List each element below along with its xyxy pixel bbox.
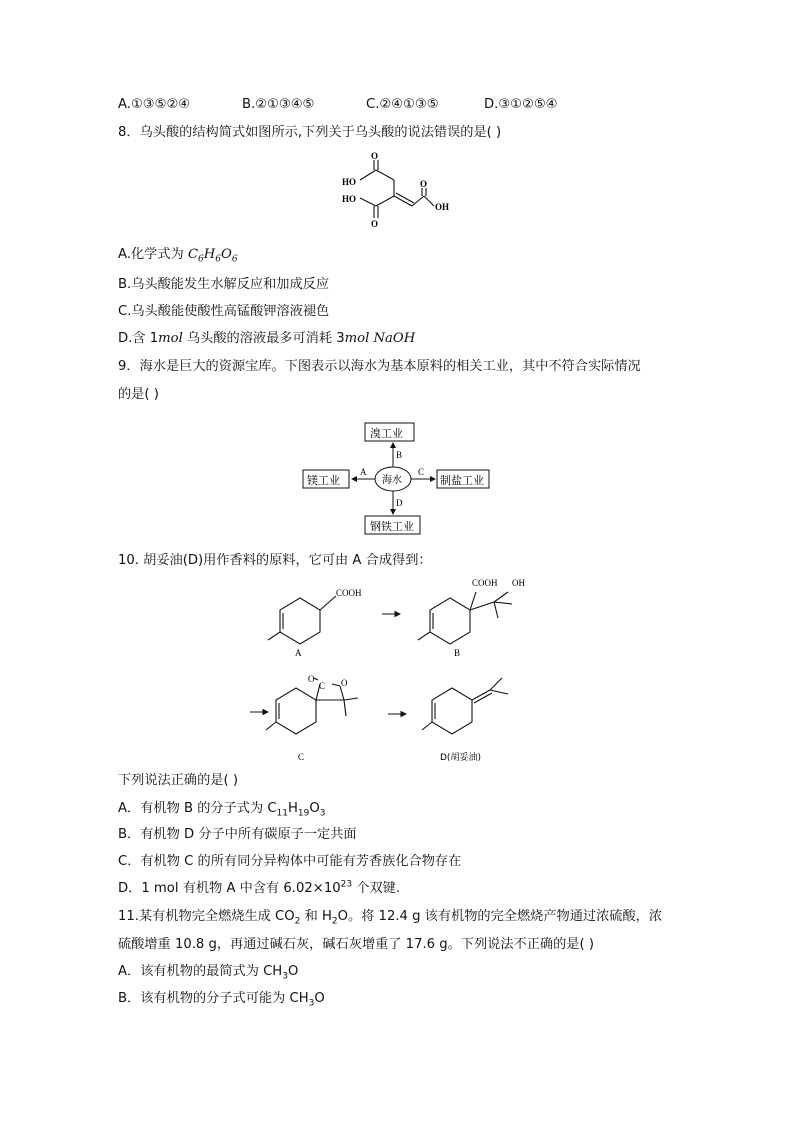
compound-label-a: A: [295, 648, 302, 658]
compound-label-c: C: [298, 752, 305, 762]
box-bromine: 溴工业: [370, 427, 403, 440]
q8-option-a: A.化学式为 $C_6H_6O_6$: [118, 247, 238, 265]
q7-option-b: B.②①③④⑤: [242, 97, 315, 112]
q7-option-c: C.②④①③⑤: [366, 97, 439, 112]
structure-label: O: [371, 151, 379, 161]
aconitic-acid-structure: [336, 148, 466, 230]
q10-option-d: D．1 mol 有机物 A 中含有 $6.02\times 10^{23}$ 个双键.: [118, 879, 401, 896]
q7-option-d: D.③①②⑤④: [484, 97, 558, 112]
box-magnesium: 镁工业: [307, 474, 340, 487]
q11-option-a: A．该有机物的最简式为 $CH_3O$: [118, 964, 299, 982]
box-steel: 钢铁工业: [370, 520, 414, 533]
q9-stem-line2: 的是( ): [118, 387, 159, 402]
structure-label: O: [420, 179, 428, 189]
structure-label: HO: [342, 194, 357, 204]
q10-option-c: C．有机物 C 的所有同分异构体中可能有芳香族化合物存在: [118, 854, 462, 869]
structure-label: OH: [435, 202, 450, 212]
center-seawater: 海水: [382, 475, 402, 486]
structure-label: HO: [342, 177, 357, 187]
arrow-label-c: C: [418, 467, 425, 477]
arrow-label-d: D: [396, 498, 403, 508]
structure-label: O: [371, 219, 379, 229]
reaction-scheme: [240, 574, 550, 766]
q11-option-b: B．该有机物的分子式可能为 $CH_3O$: [118, 991, 325, 1009]
q10-option-a: A．有机物 B 的分子式为 $C_{11}H_{19}O_3$: [118, 801, 326, 819]
seawater-industry-diagram: [298, 414, 498, 542]
q7-option-a: A.①③⑤②④: [118, 97, 191, 112]
compound-label-b: B: [454, 648, 461, 658]
formula: $C_6H_6O_6$: [187, 247, 238, 265]
q11-stem-line1: 11.某有机物完全燃烧生成 $CO_2$ 和 $H_2O$。将 12.4 g 该有机物的完全燃烧产物通过浓硫酸，浓: [118, 909, 663, 927]
q11-stem-line2: 硫酸增重 10.8 g，再通过碱石灰，碱石灰增重了 17.6 g。下列说法不正确的是( ): [118, 937, 594, 952]
atom-label: O: [341, 678, 348, 688]
q8-stem: 8．乌头酸的结构简式如图所示,下列关于乌头酸的说法错误的是( ): [118, 125, 502, 140]
group-label: COOH: [336, 588, 362, 598]
atom-label: O: [308, 674, 315, 684]
q10-option-b: B．有机物 D 分子中所有碳原子一定共面: [118, 827, 357, 842]
q9-stem-line1: 9．海水是巨大的资源宝库。下图表示以海水为基本原料的相关工业，其中不符合实际情况: [118, 359, 641, 374]
q10-stem: 10. 胡妥油(D)用作香料的原料，它可由 A 合成得到：: [118, 553, 432, 568]
q8-option-d: D.含 1mol 乌头酸的溶液最多可消耗 3mol NaOH: [118, 331, 416, 346]
q7-options: [118, 96, 557, 114]
group-label: OH: [512, 578, 525, 588]
q10-question: 下列说法正确的是( ): [118, 773, 238, 788]
group-label: COOH: [472, 578, 498, 588]
q8-option-c: C.乌头酸能使酸性高锰酸钾溶液褪色: [118, 304, 330, 319]
atom-label: C: [319, 681, 326, 691]
compound-label-d: D(胡妥油): [440, 753, 481, 763]
arrow-label-b: B: [396, 450, 403, 460]
arrow-label-a: A: [360, 467, 367, 477]
q8-option-b: B.乌头酸能发生水解反应和加成反应: [118, 277, 330, 292]
box-salt: 制盐工业: [440, 474, 484, 487]
